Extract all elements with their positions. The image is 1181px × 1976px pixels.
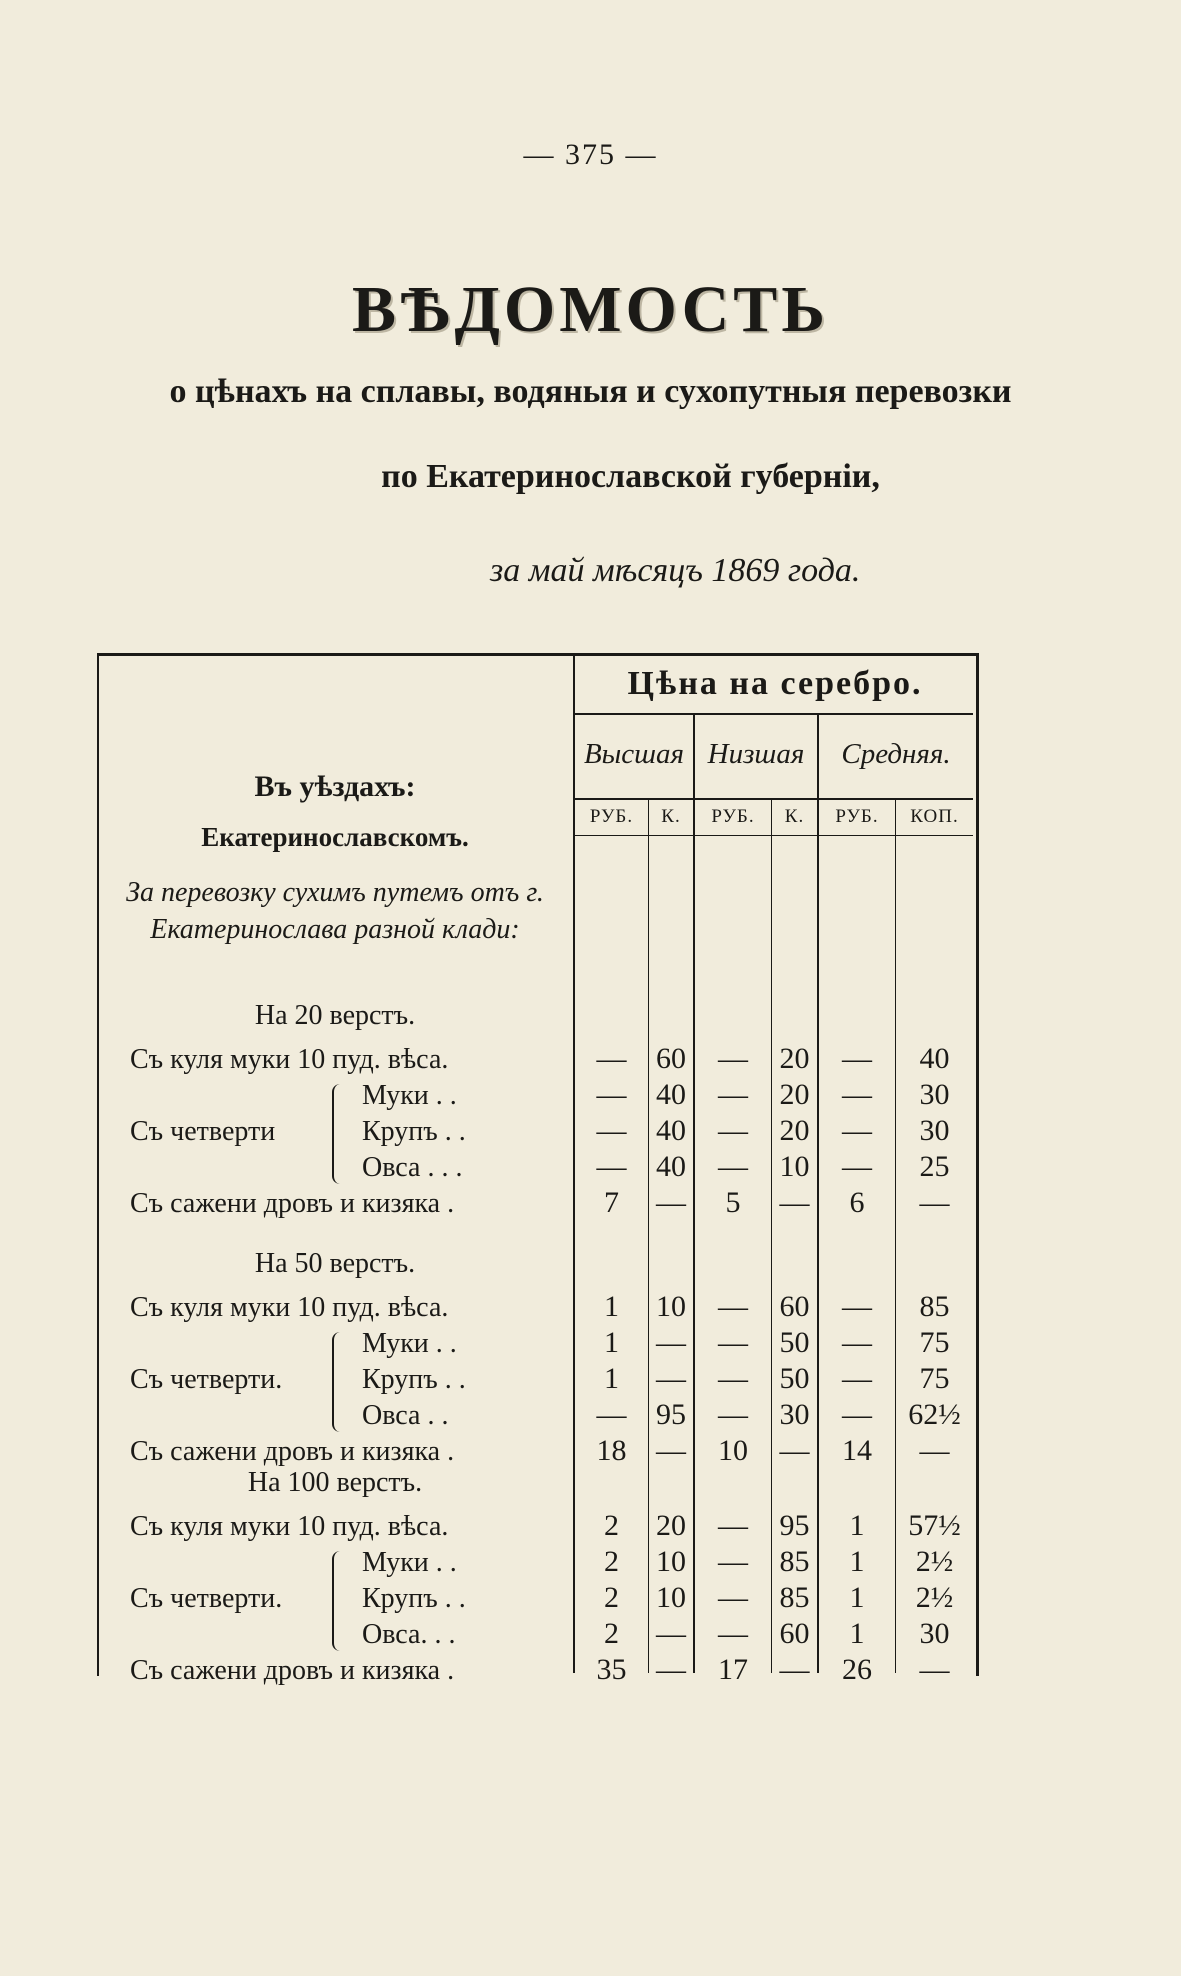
table-cell: — (596, 1042, 627, 1075)
table-cell: — (718, 1290, 748, 1323)
brace-mark (332, 1084, 346, 1184)
brace-mark (332, 1332, 346, 1432)
table-cell: — (718, 1545, 748, 1578)
row-sublabel: Овса . . . (362, 1152, 463, 1183)
table-cell: 40 (656, 1078, 686, 1111)
table-cell: 18 (596, 1434, 627, 1467)
table-cell: — (779, 1434, 810, 1467)
table-cell: 60 (656, 1042, 686, 1075)
table-cell: — (842, 1042, 872, 1075)
table-cell: 1 (604, 1362, 619, 1395)
table-cell: — (718, 1150, 748, 1183)
chetverti-label: Съ четверти. (130, 1364, 283, 1395)
table-cell: 20 (779, 1078, 810, 1111)
row-label: Съ сажени дровъ и кизяка . (130, 1188, 455, 1219)
table-cell: — (656, 1186, 686, 1219)
header-rule-2 (573, 798, 973, 800)
table-cell: 35 (596, 1653, 627, 1686)
page-number: — 375 — (523, 138, 658, 171)
table-cell: — (842, 1398, 872, 1431)
table-cell: — (842, 1150, 872, 1183)
districts-heading: Въ уѣздахъ: (254, 770, 416, 803)
header-rule-1 (573, 713, 973, 715)
table-cell: 2 (604, 1617, 619, 1650)
row-sublabel: Крупъ . . (362, 1583, 466, 1614)
table-cell: — (718, 1326, 748, 1359)
unit-rub-2: РУБ. (711, 806, 755, 827)
unit-k-2: К. (784, 806, 805, 827)
table-cell: 10 (718, 1434, 748, 1467)
row-label: Съ сажени дровъ и кизяка . (130, 1655, 455, 1686)
table-cell: — (718, 1509, 748, 1542)
table-cell: 2 (604, 1545, 619, 1578)
table-cell: 5 (725, 1186, 741, 1219)
table-cell: 57½ (908, 1509, 961, 1542)
table-cell: — (779, 1186, 810, 1219)
table-cell: 25 (919, 1150, 950, 1183)
table-cell: — (596, 1114, 627, 1147)
subtitle-line-1: о цѣнахъ на сплавы, водяныя и сухопутныя перевозки (169, 373, 1012, 410)
header-rule-3 (573, 835, 973, 836)
group-low: Низшая (707, 738, 805, 770)
table-cell: 1 (604, 1326, 619, 1359)
group-high: Высшая (583, 738, 685, 770)
table-cell: 2½ (915, 1545, 954, 1578)
table-cell: — (779, 1653, 810, 1686)
row-sublabel: Овса. . . (362, 1619, 456, 1650)
row-sublabel: Муки . . (362, 1547, 457, 1578)
table-cell: 20 (656, 1509, 686, 1542)
table-cell: 50 (779, 1326, 810, 1359)
table-cell: 10 (656, 1545, 686, 1578)
table-cell: — (919, 1653, 950, 1686)
table-cell: 75 (919, 1326, 950, 1359)
table-cell: — (596, 1150, 627, 1183)
table-cell: 10 (779, 1150, 810, 1183)
row-label: Съ куля муки 10 пуд. вѣса. (130, 1511, 449, 1542)
table-cell: 20 (779, 1042, 810, 1075)
price-header: Цѣна на серебро. (627, 665, 923, 702)
section-title: На 100 верстъ. (247, 1467, 423, 1498)
table-cell: — (842, 1362, 872, 1395)
row-sublabel: Муки . . (362, 1080, 457, 1111)
chetverti-label: Съ четверти (130, 1116, 276, 1147)
table-cell: — (842, 1114, 872, 1147)
table-cell: 85 (779, 1581, 810, 1614)
district-name: Екатеринославскомъ. (201, 822, 469, 852)
table-cell: — (656, 1653, 686, 1686)
table-cell: 30 (919, 1114, 950, 1147)
table-cell: 10 (656, 1581, 686, 1614)
row-sublabel: Овса . . (362, 1400, 449, 1431)
section-title: На 50 верстъ. (254, 1248, 416, 1279)
table-cell: — (718, 1362, 748, 1395)
table-cell: 1 (849, 1545, 865, 1578)
table-cell: — (718, 1398, 748, 1431)
table-cell: — (718, 1114, 748, 1147)
table-cell: 1 (604, 1290, 619, 1323)
table-cell: 10 (656, 1290, 686, 1323)
table-cell: 62½ (908, 1398, 961, 1431)
table-cell: 2 (604, 1509, 619, 1542)
table-cell: 50 (779, 1362, 810, 1395)
table-cell: 95 (779, 1509, 810, 1542)
table-cell: — (718, 1078, 748, 1111)
period-line: за май мѣсяцъ 1869 года. (490, 552, 861, 589)
table-cell: 26 (842, 1653, 872, 1686)
table-cell: 30 (919, 1617, 950, 1650)
document-title: ВѢДОМОСТЬ (352, 273, 829, 346)
table-cell: 30 (919, 1078, 950, 1111)
table-cell: 14 (842, 1434, 872, 1467)
row-label: Съ куля муки 10 пуд. вѣса. (130, 1292, 449, 1323)
table-cell: 40 (919, 1042, 950, 1075)
table-cell: 7 (604, 1186, 619, 1219)
table-cell: 1 (849, 1581, 865, 1614)
table-cell: 85 (779, 1545, 810, 1578)
table-cell: 60 (779, 1290, 810, 1323)
row-label: Съ куля муки 10 пуд. вѣса. (130, 1044, 449, 1075)
row-sublabel: Крупъ . . (362, 1116, 466, 1147)
row-sublabel: Муки . . (362, 1328, 457, 1359)
table-cell: 85 (919, 1290, 950, 1323)
table-cell: — (718, 1042, 748, 1075)
table-cell: 40 (656, 1114, 686, 1147)
table-cell: — (842, 1078, 872, 1111)
table-cell: 60 (779, 1617, 810, 1650)
table-cell: — (656, 1617, 686, 1650)
table-cell: — (656, 1362, 686, 1395)
table-cell: — (656, 1326, 686, 1359)
table-cell: 2½ (915, 1581, 954, 1614)
group-mid: Средняя. (841, 738, 951, 770)
table-cell: — (842, 1326, 872, 1359)
table-cell: 17 (718, 1653, 748, 1686)
unit-rub-3: РУБ. (835, 806, 879, 827)
table-cell: 1 (849, 1509, 865, 1542)
table-cell: — (596, 1398, 627, 1431)
row-sublabel: Крупъ . . (362, 1364, 466, 1395)
row-label: Съ сажени дровъ и кизяка . (130, 1436, 455, 1467)
table-cell: 40 (656, 1150, 686, 1183)
brace-mark (332, 1551, 346, 1651)
table-cell: — (656, 1434, 686, 1467)
table-cell: — (842, 1290, 872, 1323)
subtitle-line-2: по Екатеринославской губерніи, (381, 458, 880, 495)
table-cell: — (718, 1617, 748, 1650)
table-cell: 30 (779, 1398, 810, 1431)
table-cell: — (919, 1434, 950, 1467)
unit-rub-1: РУБ. (589, 806, 634, 827)
unit-k-1: К. (661, 806, 681, 827)
chetverti-label: Съ четверти. (130, 1583, 283, 1614)
table-cell: — (919, 1186, 950, 1219)
table-cell: 6 (849, 1186, 865, 1219)
table-cell: — (718, 1581, 748, 1614)
section-title: На 20 верстъ. (254, 1000, 416, 1031)
table-cell: 75 (919, 1362, 950, 1395)
transport-description: За перевозку сухимъ путемъ отъ г. Екатеринослава разной клади: (126, 877, 544, 945)
table-cell: 2 (604, 1581, 619, 1614)
table-cell: 1 (849, 1617, 865, 1650)
table-cell: 20 (779, 1114, 810, 1147)
table-cell: 95 (656, 1398, 686, 1431)
unit-kop-3: КОП. (910, 806, 959, 827)
table-cell: — (596, 1078, 627, 1111)
